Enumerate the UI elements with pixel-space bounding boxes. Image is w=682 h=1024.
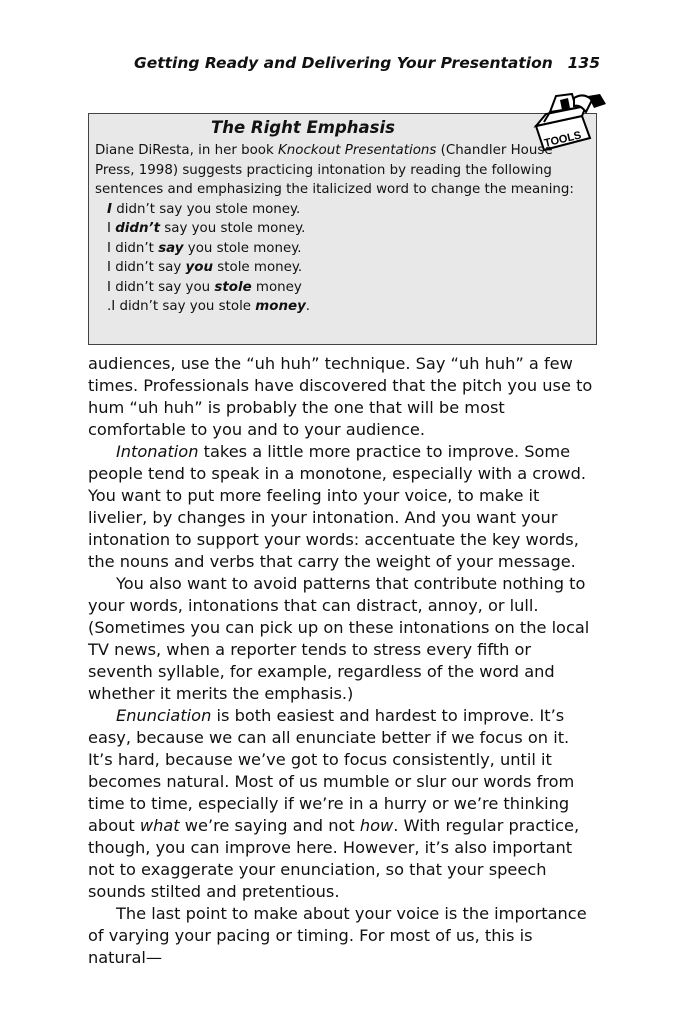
list-item: I didn’t say you stole money. <box>107 240 302 256</box>
sentence-list <box>95 200 585 317</box>
running-title: Getting Ready and Delivering Your Presentation <box>134 54 553 72</box>
paragraph: Intonation takes a little more practice to improve. Some people tend to speak in a monotone, especially with a crowd. You want to put more feeling into your voice, to make it livelier, by changes in your intonation. And you want your intonation to support your words: accentuate the key words, the nouns and verbs that carry the weight of your message. <box>88 442 587 571</box>
sidebar-body <box>95 141 585 317</box>
sidebar-intro: Diane DiResta, in her book Knockout Presentations (Chandler House Press, 1998) suggests practicing intonation by reading the following sentences and emphasizing the italicized word to change the meaning: <box>95 143 574 197</box>
list-item: I didn’t say you stole money. <box>107 260 303 275</box>
term: Enunciation <box>116 706 212 725</box>
page-number: 135 <box>567 54 600 72</box>
list-item: I didn’t say you stole money <box>107 279 302 295</box>
list-item: I didn’t say you stole money. <box>107 201 301 217</box>
body-text <box>88 353 594 969</box>
paragraph: The last point to make about your voice is the importance of varying your pacing or timing. For most of us, this is natural— <box>88 904 587 967</box>
sidebar-box <box>88 113 597 345</box>
paragraph: Enunciation is both easiest and hardest to improve. It’s easy, because we can all enunciate better if we focus on it. It’s hard, because we’ve got to focus consistently, until it becomes natural. Most of us mumble or slur our words from time to time, especially if we’re in a hurry or we’re thinking about what we’re saying and not how. With regular practice, though, you can improve here. However, it’s also important not to exaggerate your enunciation, so that your speech sounds stilted and pretentious. <box>88 706 580 901</box>
list-item: I didn’t say you stole money. <box>107 221 306 236</box>
sidebar-title: The Right Emphasis <box>211 118 395 137</box>
paragraph: You also want to avoid patterns that contribute nothing to your words, intonations that can distract, annoy, or lull. (Sometimes you can pick up on these intonations on the local TV news, when a reporter tends to stress every fifth or seventh syllable, for example, regardless of the word and whether it merits the emphasis.) <box>88 574 590 703</box>
paragraph: audiences, use the “uh huh” technique. Say “uh huh” a few times. Professionals have discovered that the pitch you use to hum “uh huh” is probably the one that will be most comfortable to you and to your audience. <box>88 354 593 439</box>
book-title: Knockout Presentations <box>277 143 437 158</box>
term: Intonation <box>116 442 199 461</box>
list-item: .I didn’t say you stole money. <box>107 299 311 314</box>
toolbox-label: TOOLS <box>543 129 583 150</box>
